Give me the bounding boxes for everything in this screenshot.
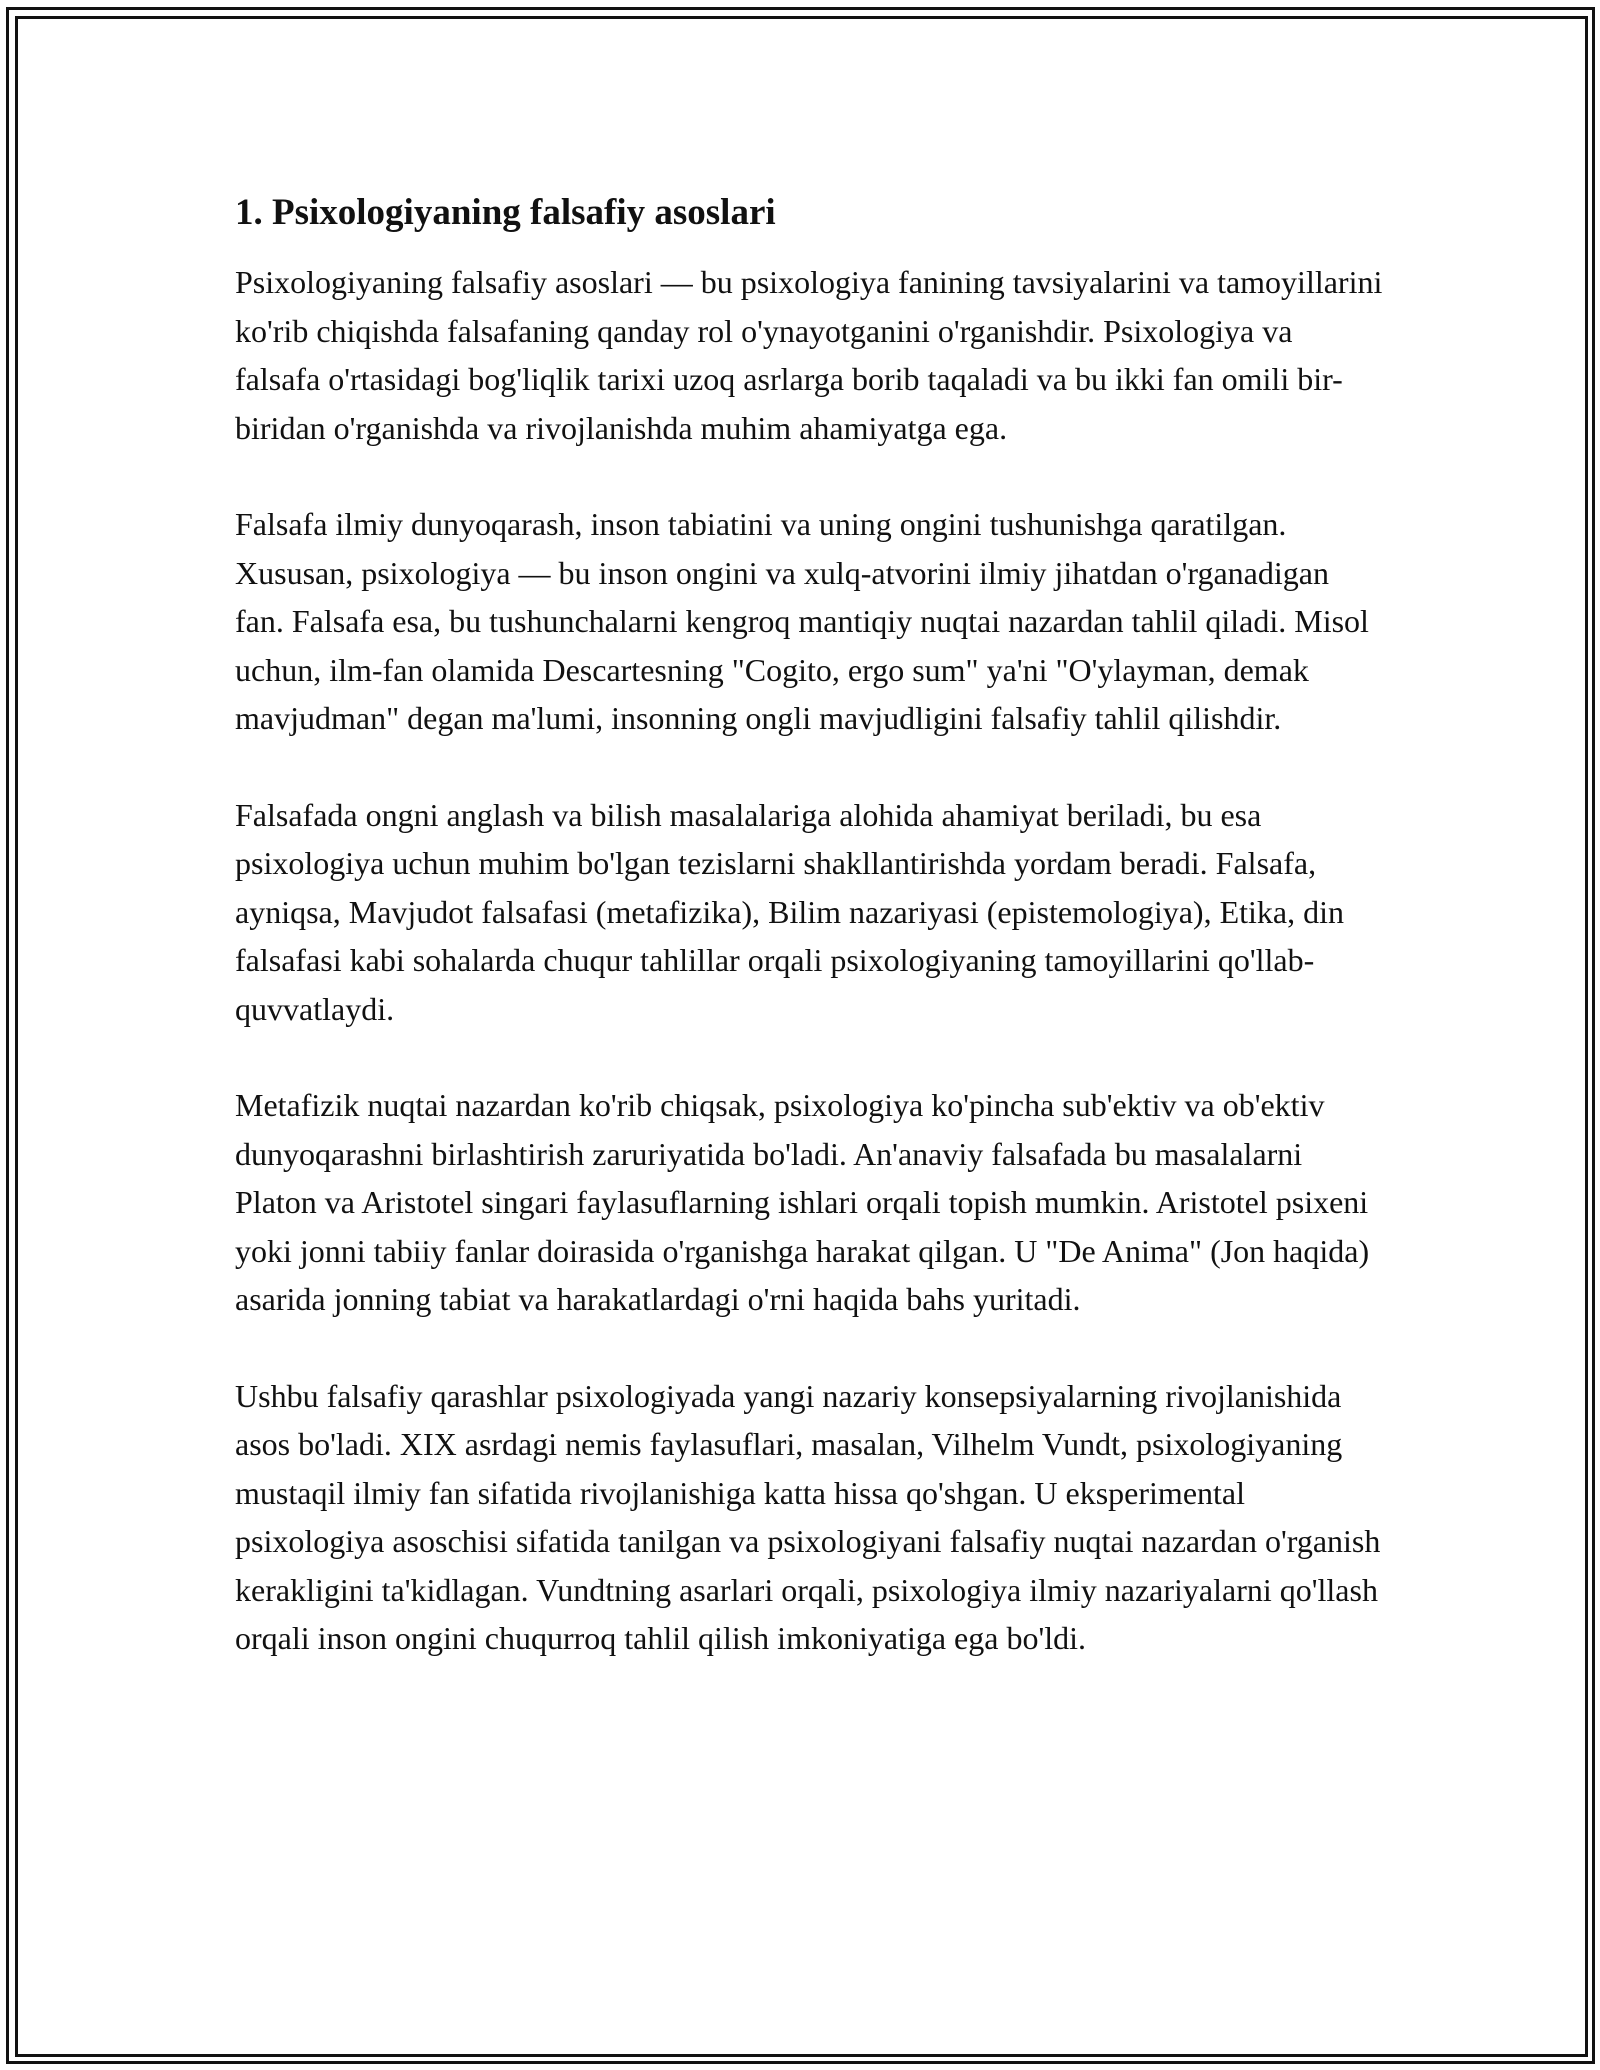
paragraph-5: Ushbu falsafiy qarashlar psixologiyada yangi nazariy konsepsiyalarning rivojlanishida asos bo'ladi. XIX asrdagi nemis faylasuflari, masalan, Vilhelm Vundt, psixologiyaning mustaqil ilmiy fan sifatida rivojlanishiga katta hissa qo'shgan. U eksperimental psixologiya asoschisi sifatida tanilgan va psixologiyani falsafiy nuqtai nazardan o'rganish kerakligini ta'kidlagan. Vundtning asarlari orqali, psixologiya ilmiy nazariyalarni qo'llash orqali inson ongini chuqurroq tahlil qilish imkoniyatiga ega bo'ldi. [235, 1377, 1381, 1656]
section-heading: 1. Psixologiyaning falsafiy asoslari [235, 192, 776, 233]
paragraph-4: Metafizik nuqtai nazardan ko'rib chiqsak, psixologiya ko'pincha sub'ektiv va ob'ektiv dunyoqarashni birlashtirish zaruriyatida bo'ladi. An'anaviy falsafada bu masalalarni Platon va Aristotel singari faylasuflarning ishlari orqali topish mumkin. Aristotel psixeni yoki jonni tabiiy fanlar doirasida o'rganishga harakat qilgan. U "De Anima" (Jon haqida) asarida jonning tabiat va harakatlardagi o'rni haqida bahs yuritadi. [235, 1087, 1370, 1317]
paragraph-2: Falsafa ilmiy dunyoqarash, inson tabiatini va uning ongini tushunishga qaratilgan. Xususan, psixologiya — bu inson ongini va xulq-atvorini ilmiy jihatdan o'rganadigan fan. Falsafa esa, bu tushunchalarni kengroq mantiqiy nuqtai nazardan tahlil qiladi. Misol uchun, ilm-fan olamida Descartesning "Cogito, ergo sum" ya'ni "O'ylayman, demak mavjudman" degan ma'lumi, insonning ongli mavjudligini falsafiy tahlil qilishdir. [235, 506, 1369, 736]
paragraph-3: Falsafada ongni anglash va bilish masalalariga alohida ahamiyat beriladi, bu esa psixologiya uchun muhim bo'lgan tezislarni shakllantirishda yordam beradi. Falsafa, ayniqsa, Mavjudot falsafasi (metafizika), Bilim nazariyasi (epistemologiya), Etika, din falsafasi kabi sohalarda chuqur tahlillar orqali psixologiyaning tamoyillarini qo'llab-quvvatlaydi. [235, 796, 1344, 1027]
document-body [235, 188, 1385, 1711]
paragraph-1: Psixologiyaning falsafiy asoslari — bu psixologiya fanining tavsiyalarini va tamoyillarini ko'rib chiqishda falsafaning qanday rol o'ynayotganini o'rganishdir. Psixologiya va falsafa o'rtasidagi bog'liqlik tarixi uzoq asrlarga borib taqaladi va bu ikki fan omili bir-biridan o'rganishda va rivojlanishda muhim ahamiyatga ega. [235, 264, 1383, 446]
